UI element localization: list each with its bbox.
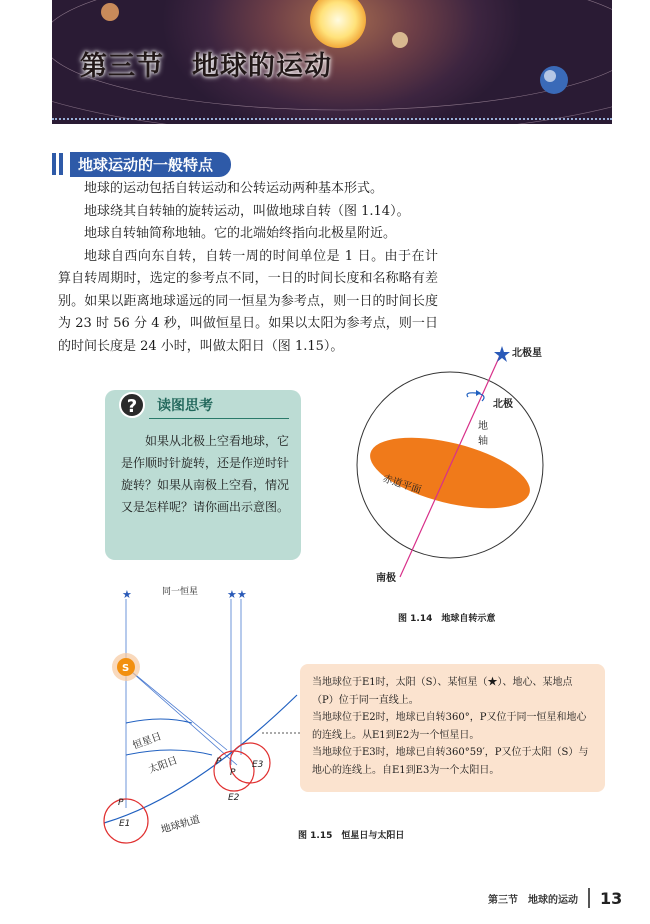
page-number: 13 bbox=[600, 888, 623, 908]
solar-day-label: 太阳日 bbox=[147, 755, 180, 776]
polaris-star-icon bbox=[494, 346, 510, 362]
paragraph: 地球的运动包括自转运动和公转运动两种基本形式。 bbox=[84, 181, 384, 196]
footer-separator bbox=[588, 888, 590, 908]
planet-mars bbox=[101, 3, 119, 21]
paragraph: 地球绕其自转轴的旋转运动，叫做地球自转（图 1.14）。 bbox=[84, 203, 410, 219]
label-e1: E1 bbox=[119, 819, 131, 829]
chapter-banner bbox=[52, 0, 612, 124]
axis-label-2: 轴 bbox=[478, 436, 488, 447]
figure-1-15-caption: 图 1.15 恒星日与太阳日 bbox=[298, 831, 405, 841]
sidereal-day-label: 恒星日 bbox=[131, 731, 164, 752]
heading-bar bbox=[52, 153, 56, 175]
point-p: P bbox=[216, 757, 222, 767]
label-e2: E2 bbox=[228, 793, 240, 803]
equator-plane bbox=[363, 424, 537, 522]
think-box-underline bbox=[149, 418, 289, 419]
paragraph: 地球自转轴简称地轴。它的北端始终指向北极星附近。 bbox=[84, 226, 397, 241]
note-line: 当地球位于E1时，太阳（S）、某恒星（★）、地心、某地点（P）位于同一直线上。 bbox=[312, 677, 573, 706]
question-icon: ? bbox=[119, 392, 145, 418]
orbit-label: 地球轨道 bbox=[159, 814, 202, 836]
earth-orbit bbox=[104, 695, 297, 823]
page-footer bbox=[488, 886, 650, 910]
heading-bar bbox=[59, 153, 63, 175]
point-p: P bbox=[118, 798, 124, 808]
body-text bbox=[58, 178, 438, 358]
figure-1-14 bbox=[340, 345, 570, 605]
label-e3: E3 bbox=[252, 760, 264, 770]
leader-line bbox=[262, 727, 302, 739]
note-line: 当地球位于E3时，地球已自转360°59′，P又位于太阳（S）与地心的连线上。自E1到E3为一个太阳日。 bbox=[312, 747, 589, 776]
note-line: 当地球位于E2时，地球已自转360°，P又位于同一恒星和地心的连线上。从E1到E2为一个恒星日。 bbox=[312, 712, 587, 741]
paragraph: 地球自西向东自转，自转一周的时间单位是 1 日。由于在计算自转周期时，选定的参考点不同，一日的时间长度和名称略有差别。如果以距离地球遥远的同一恒星为参考点，则一日的时间长度为 23 时 56 分 4 秒，叫做恒星日。如果以太阳为参考点，则一日的时间长度是 24 小时，叫做太阳日（图 1.15）。 bbox=[58, 248, 438, 354]
equator-label: 赤道平面 bbox=[381, 473, 423, 497]
think-box-body: 如果从北极上空看地球，它是作顺时针旋转，还是作逆时针旋转？如果从南极上空看，情况又是怎样呢？请你画出示意图。 bbox=[121, 434, 290, 514]
star-label: 同一恒星 bbox=[162, 587, 199, 597]
figure-1-15 bbox=[92, 575, 302, 855]
north-pole-label: 北极 bbox=[493, 399, 513, 410]
south-pole-label: 南极 bbox=[376, 573, 396, 584]
star-icon: ★ bbox=[122, 588, 132, 601]
earth-e3 bbox=[230, 743, 270, 783]
think-box-title: 读图思考 bbox=[157, 398, 213, 414]
axis-label-1: 地 bbox=[478, 421, 488, 432]
point-p: P bbox=[230, 768, 236, 778]
explanation-box bbox=[300, 664, 605, 792]
section-title: 地球运动的一般特点 bbox=[70, 152, 231, 177]
banner-dotted-line bbox=[52, 118, 612, 120]
footer-section: 第三节 地球的运动 bbox=[488, 894, 578, 906]
star-icon: ★ bbox=[237, 588, 247, 601]
star-icon: ★ bbox=[227, 588, 237, 601]
polaris-label: 北极星 bbox=[512, 348, 542, 359]
chapter-title: 第三节 地球的运动 bbox=[80, 51, 332, 82]
sun-label: S bbox=[122, 663, 130, 674]
think-box bbox=[105, 390, 301, 560]
section-heading bbox=[52, 152, 231, 176]
figure-1-14-caption: 图 1.14 地球自转示意 bbox=[398, 614, 496, 624]
planet-venus bbox=[392, 32, 408, 48]
